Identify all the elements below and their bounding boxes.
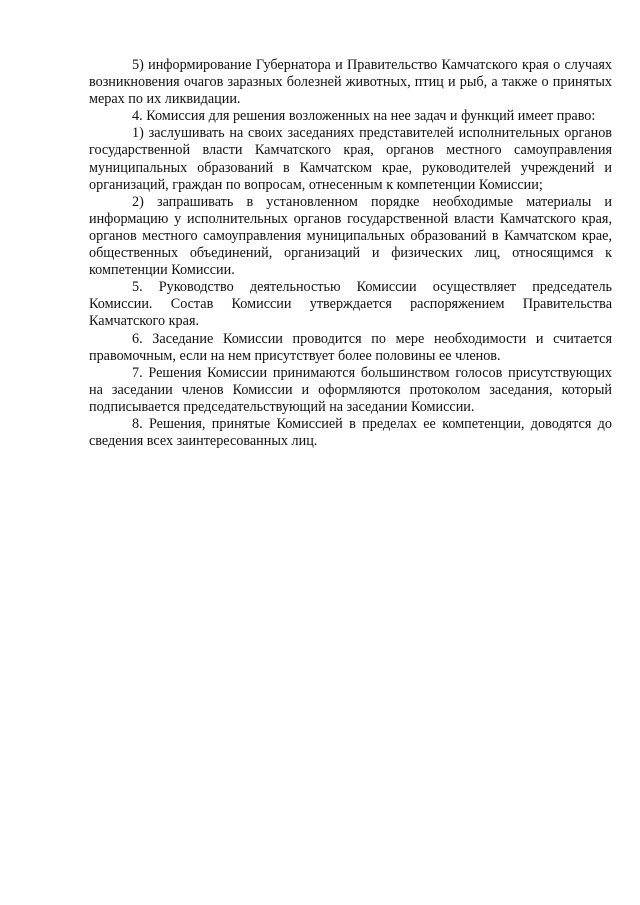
paragraph-section-7-decisions: 7. Решения Комиссии принимаются большинством голосов присутствующих на заседании членов Комиссии и оформляются протоколом заседания, который подписывается председательствующий на заседании Комиссии.: [89, 364, 612, 415]
paragraph-section-6-meeting: 6. Заседание Комиссии проводится по мере необходимости и считается правомочным, если на нем присутствует более половины ее членов.: [89, 330, 612, 364]
paragraph-section-5-leadership: 5. Руководство деятельностью Комиссии осуществляет председатель Комиссии. Состав Комиссии утверждается распоряжением Правительства Камчатского края.: [89, 279, 612, 330]
document-page: [89, 57, 612, 450]
paragraph-section-8-communication: 8. Решения, принятые Комиссией в пределах ее компетенции, доводятся до сведения всех заинтересованных лиц.: [89, 415, 612, 450]
paragraph-section-4-rights: 4. Комиссия для решения возложенных на нее задач и функций имеет право:: [132, 108, 596, 125]
paragraph-right-2-request: 2) запрашивать в установленном порядке необходимые материалы и информацию у исполнительных органов государственной власти Камчатского края, органов местного самоуправления муниципальных образований в Камчатском крае, общественных объединений, организаций и физических лиц, относящимся к компетенции Комиссии.: [89, 193, 612, 279]
paragraph-item-5-inform-governor: 5) информирование Губернатора и Правительство Камчатского края о случаях возникновения очагов заразных болезней животных, птиц и рыб, а также о принятых мерах по их ликвидации.: [89, 57, 612, 108]
paragraph-right-1-hear: 1) заслушивать на своих заседаниях представителей исполнительных органов государственной власти Камчатского края, органов местного самоуправления муниципальных образований в Камчатском крае, руководителей учреждений и организаций, граждан по вопросам, отнесенным к компетенции Комиссии;: [89, 125, 612, 193]
